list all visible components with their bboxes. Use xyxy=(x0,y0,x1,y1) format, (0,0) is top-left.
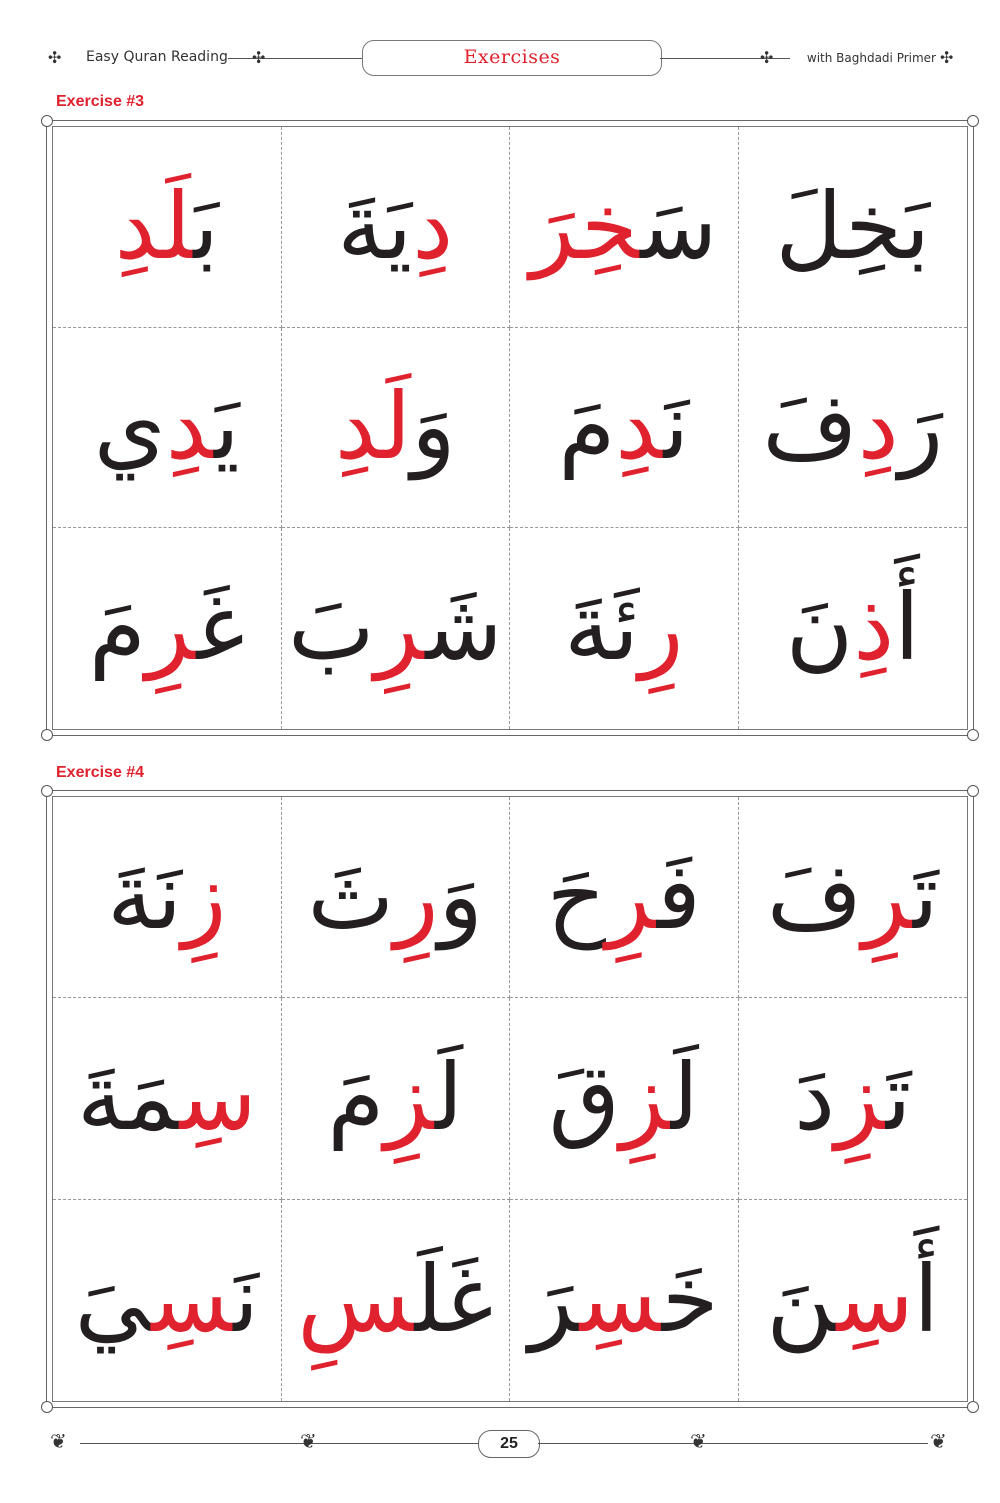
header-title-pill xyxy=(362,40,662,76)
word-card xyxy=(510,528,739,729)
header-right-ornament-icon: ✣ xyxy=(940,48,954,67)
arabic-word: وَرِثَ xyxy=(307,842,483,950)
arabic-word: رَدِفَ xyxy=(762,373,944,481)
word-card xyxy=(53,797,282,998)
header-left-ornament-icon: ✣ xyxy=(48,48,62,67)
word-card xyxy=(739,528,968,729)
arabic-word: غَلَسِ xyxy=(297,1246,494,1354)
arabic-word: دِيَةَ xyxy=(337,172,454,280)
arabic-word: سَخِرَ xyxy=(530,172,718,280)
exercise-4-panel xyxy=(46,790,974,1408)
word-card xyxy=(510,998,739,1199)
exercise-3-grid xyxy=(53,127,967,729)
header-book-subtitle: with Baghdadi Primer xyxy=(806,51,936,65)
corner-ornament-icon xyxy=(41,115,53,127)
corner-ornament-icon xyxy=(967,115,979,127)
arabic-word: نَسِيَ xyxy=(74,1246,259,1354)
footer-right-rule xyxy=(538,1443,928,1444)
word-card xyxy=(53,1200,282,1401)
word-card xyxy=(739,998,968,1199)
arabic-word: أَذِنَ xyxy=(785,574,920,682)
arabic-word: زِنَةَ xyxy=(107,842,227,950)
word-card xyxy=(53,998,282,1199)
corner-ornament-icon xyxy=(967,785,979,797)
footer-right-flourish-icon: ❦ xyxy=(690,1429,707,1453)
arabic-word: وَلَدِ xyxy=(334,373,456,481)
corner-ornament-icon xyxy=(967,1401,979,1413)
word-card xyxy=(53,528,282,729)
word-card xyxy=(510,1200,739,1401)
page-title: Exercises xyxy=(463,46,561,68)
word-card xyxy=(282,1200,511,1401)
arabic-word: شَرِبَ xyxy=(288,574,503,682)
arabic-word: نَدِمَ xyxy=(558,373,690,481)
word-card xyxy=(510,797,739,998)
arabic-word: بَلَدِ xyxy=(114,172,219,280)
corner-ornament-icon xyxy=(41,1401,53,1413)
exercise-4-label: Exercise #4 xyxy=(56,764,145,781)
exercise-4-grid xyxy=(53,797,967,1401)
word-card xyxy=(510,127,739,328)
word-card xyxy=(282,127,511,328)
header-book-title: Easy Quran Reading xyxy=(86,49,228,65)
footer-left-rule xyxy=(80,1443,478,1444)
footer-right-ornament-icon: ❦ xyxy=(930,1429,947,1453)
footer-left-flourish-icon: ❦ xyxy=(300,1429,317,1453)
word-card xyxy=(739,127,968,328)
page-header xyxy=(0,0,1000,90)
word-card xyxy=(53,127,282,328)
arabic-word: غَرِمَ xyxy=(88,574,245,682)
arabic-word: أَسِنَ xyxy=(766,1246,940,1354)
corner-ornament-icon xyxy=(41,785,53,797)
word-card xyxy=(282,528,511,729)
footer-left-ornament-icon: ❦ xyxy=(50,1429,67,1453)
word-card xyxy=(282,328,511,529)
arabic-word: تَزِدَ xyxy=(794,1044,912,1152)
word-card xyxy=(510,328,739,529)
corner-ornament-icon xyxy=(967,729,979,741)
arabic-word: يَدِي xyxy=(93,373,240,481)
word-card xyxy=(282,998,511,1199)
arabic-word: فَرِحَ xyxy=(546,842,701,950)
header-right-flourish-icon: ✣ xyxy=(760,48,774,67)
header-left-rule xyxy=(228,58,362,59)
arabic-word: رِئَةَ xyxy=(564,574,684,682)
arabic-word: خَسِرَ xyxy=(528,1246,719,1354)
word-card xyxy=(739,328,968,529)
page-number: 25 xyxy=(478,1430,540,1458)
arabic-word: سِمَةَ xyxy=(76,1044,257,1152)
arabic-word: بَخِلَ xyxy=(775,172,931,280)
exercise-3-label: Exercise #3 xyxy=(56,93,145,110)
arabic-word: تَرِفَ xyxy=(766,842,939,950)
corner-ornament-icon xyxy=(41,729,53,741)
header-left-flourish-icon: ✣ xyxy=(252,48,266,67)
exercise-3-panel xyxy=(46,120,974,736)
arabic-word: لَزِمَ xyxy=(327,1044,464,1152)
word-card xyxy=(53,328,282,529)
page-footer xyxy=(0,1418,1000,1478)
word-card xyxy=(739,797,968,998)
arabic-word: لَزِقَ xyxy=(548,1044,699,1152)
word-card xyxy=(739,1200,968,1401)
word-card xyxy=(282,797,511,998)
